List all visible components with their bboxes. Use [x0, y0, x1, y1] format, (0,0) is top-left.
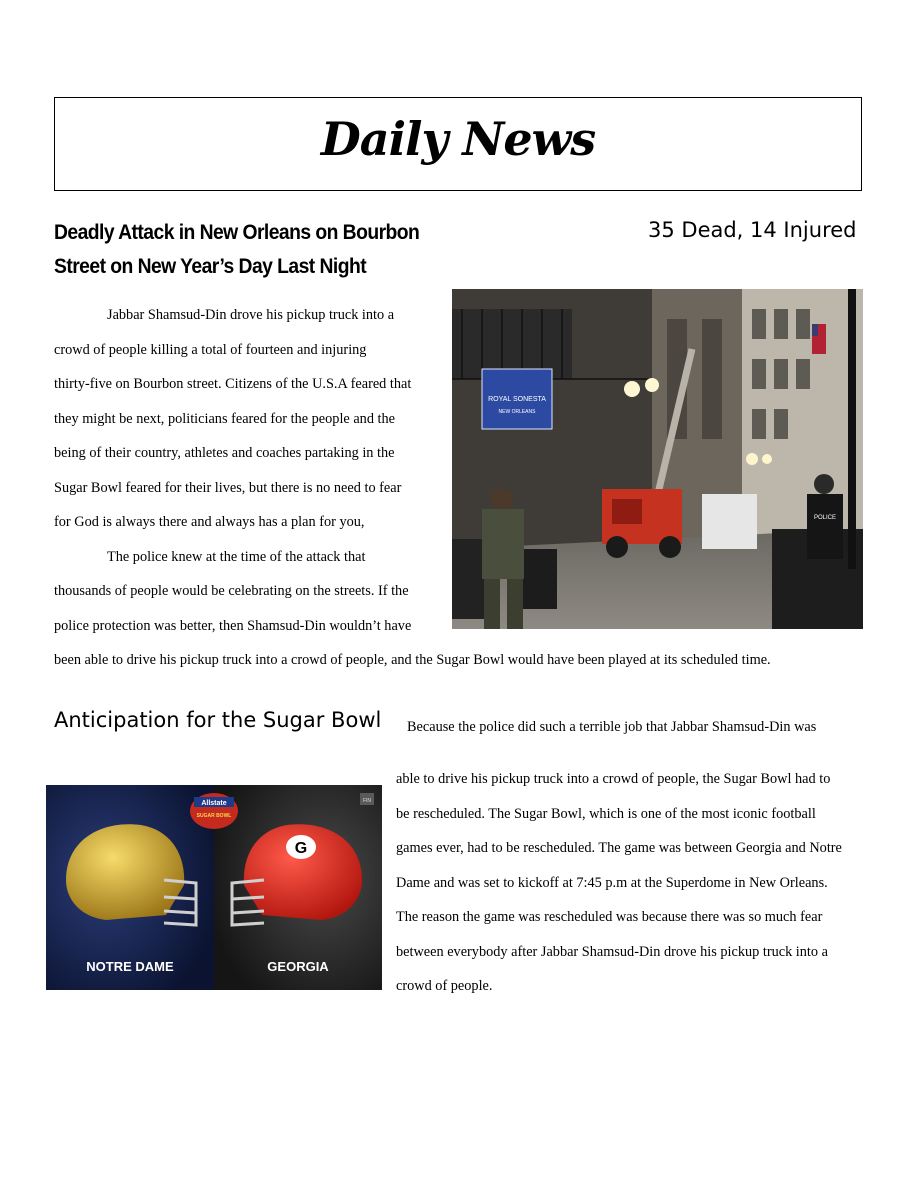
section-title: Anticipation for the Sugar Bowl	[54, 708, 382, 732]
masthead-title: Daily News	[320, 112, 596, 166]
article2-body	[396, 762, 842, 1004]
team-right-name: GEORGIA	[267, 959, 329, 974]
body-line: for God is always there and always has a plan for you,	[54, 514, 365, 530]
headline-line: Street on New Year’s Day Last Night	[54, 255, 367, 278]
corner-badge: FIN	[362, 798, 372, 804]
article2-first-line	[407, 710, 816, 745]
body-line: crowd of people.	[396, 978, 493, 994]
body-line: crowd of people killing a total of fourteen and injuring	[54, 341, 367, 358]
body-line: been able to drive his pickup truck into a crowd of people, and the Sugar Bowl would have been played at its scheduled time.	[54, 652, 771, 668]
helmets-illustration	[46, 785, 382, 990]
article-headline	[54, 216, 422, 284]
body-line: games ever, had to be rescheduled. The game was between Georgia and Notre	[396, 840, 842, 856]
body-line: between everybody after Jabbar Shamsud-Din drove his pickup truck into a	[396, 943, 828, 960]
hotel-sign-text: ROYAL SONESTA	[488, 396, 546, 403]
masthead	[54, 97, 862, 191]
body-line: Dame and was set to kickoff at 7:45 p.m at the Superdome in New Orleans.	[396, 874, 828, 891]
body-line: they might be next, politicians feared for the people and the	[54, 410, 396, 427]
body-line: police protection was better, then Shamsud-Din wouldn’t have	[54, 617, 412, 634]
body-line: Sugar Bowl feared for their lives, but there is no need to fear	[54, 479, 402, 496]
logo-top-text: Allstate	[201, 800, 227, 807]
helmet-g-logo: G	[294, 840, 308, 857]
body-line: thousands of people would be celebrating on the streets. If the	[54, 583, 409, 599]
body-line: Because the police did such a terrible job that Jabbar Shamsud-Din was	[407, 719, 817, 735]
bourbon-street-photo	[452, 289, 863, 629]
sugar-bowl-matchup-graphic	[46, 785, 382, 990]
team-left-name: NOTRE DAME	[86, 959, 174, 974]
police-vest-label: POLICE	[813, 515, 837, 521]
casualty-count: 35 Dead, 14 Injured	[648, 218, 857, 242]
street-scene-illustration	[452, 289, 863, 629]
logo-bottom-text: SUGAR BOWL	[196, 813, 232, 819]
body-line: able to drive his pickup truck into a crowd of people, the Sugar Bowl had to	[396, 771, 831, 787]
body-line: thirty-five on Bourbon street. Citizens of the U.S.A feared that	[54, 376, 412, 392]
body-line: being of their country, athletes and coaches partaking in the	[54, 445, 395, 461]
body-line: be rescheduled. The Sugar Bowl, which is one of the most iconic football	[396, 805, 816, 822]
hotel-sign-subtext: NEW ORLEANS	[498, 409, 536, 415]
body-line: The reason the game was rescheduled was because there was so much fear	[396, 909, 823, 925]
body-line: The police knew at the time of the attack that	[107, 548, 366, 565]
body-line: Jabbar Shamsud-Din drove his pickup truck into a	[107, 307, 395, 323]
headline-line: Deadly Attack in New Orleans on Bourbon	[54, 221, 420, 244]
